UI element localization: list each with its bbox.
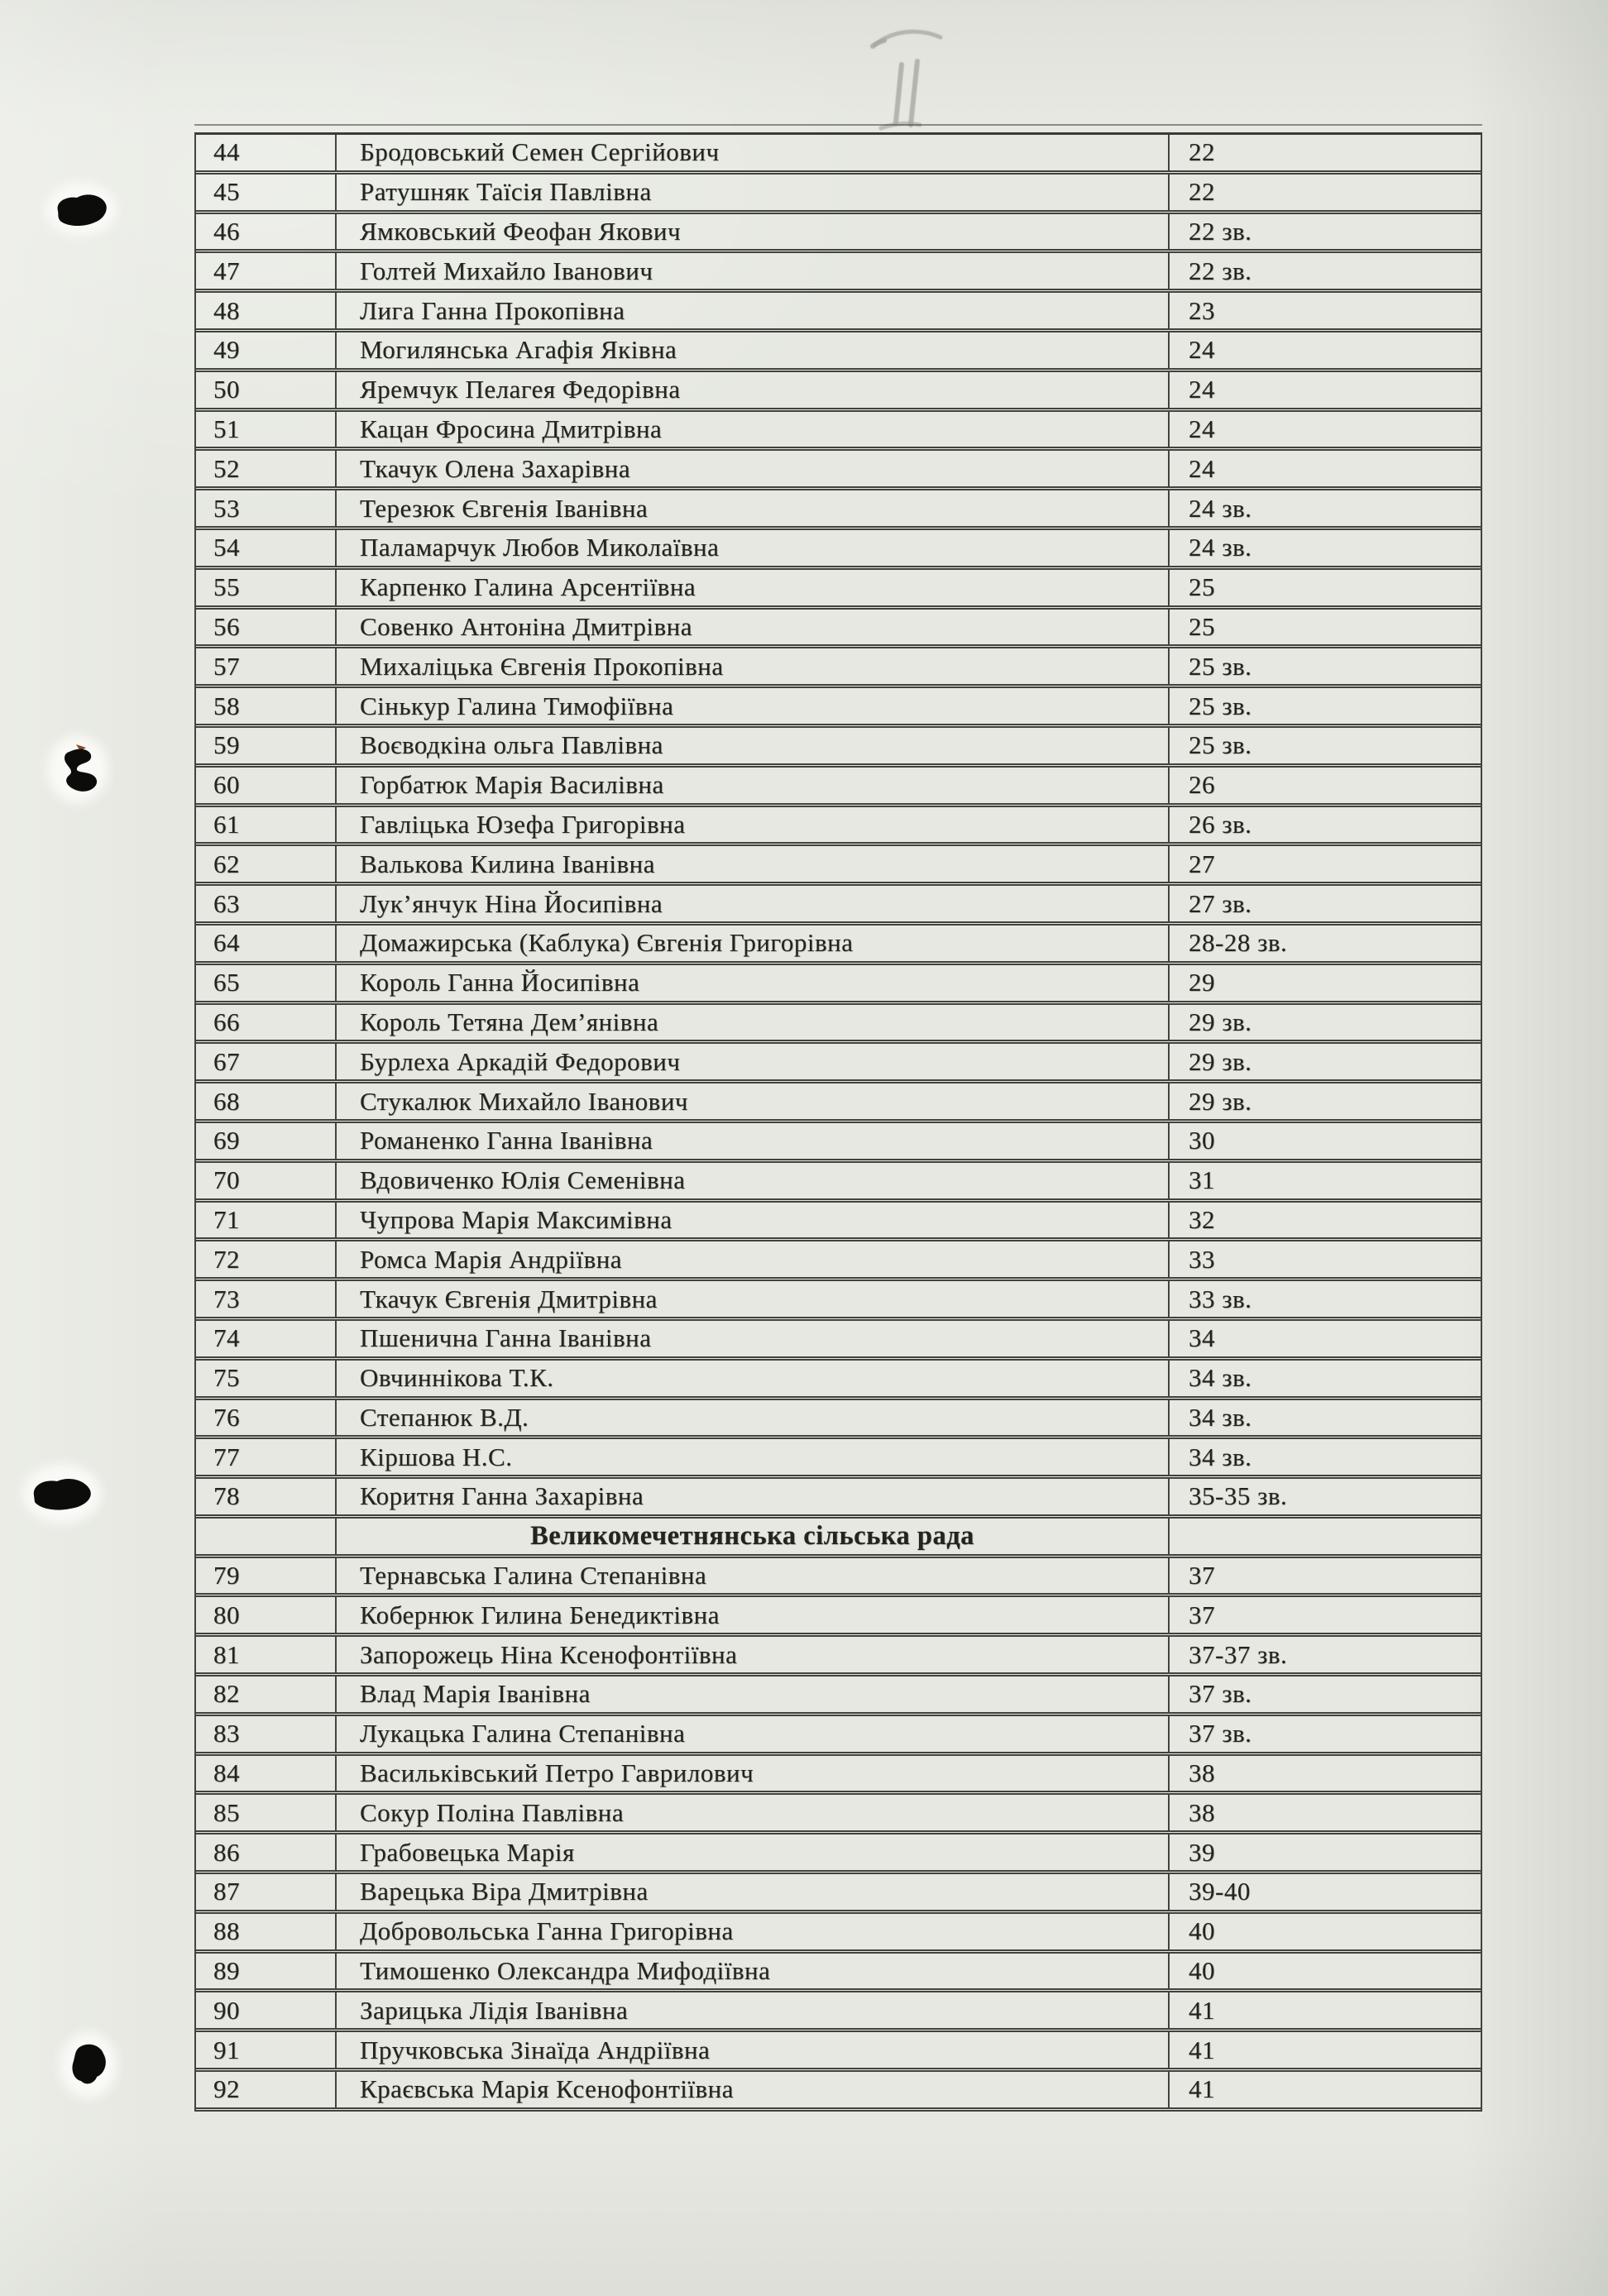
person-name-cell: Пручковська Зінаїда Андріївна bbox=[335, 2032, 1170, 2068]
table-row bbox=[196, 1914, 1481, 1954]
row-number-cell: 92 bbox=[213, 2074, 240, 2104]
person-name-cell: Паламарчук Любов Миколаївна bbox=[335, 530, 1170, 566]
table-row bbox=[196, 1005, 1481, 1045]
person-name-cell: Бурлеха Аркадій Федорович bbox=[335, 1044, 1170, 1079]
row-number-cell: 80 bbox=[213, 1600, 240, 1629]
sheet-number-cell: 39 bbox=[1189, 1837, 1215, 1867]
row-number-cell: 90 bbox=[213, 1995, 240, 2025]
table-row bbox=[196, 1163, 1481, 1203]
sheet-number-cell: 25 bbox=[1189, 572, 1215, 602]
sheet-number-cell: 23 bbox=[1189, 295, 1215, 325]
table-row bbox=[196, 728, 1481, 768]
table-row bbox=[196, 807, 1481, 847]
scan-ghost-line bbox=[194, 124, 1482, 126]
table-row bbox=[196, 1795, 1481, 1834]
sheet-number-cell: 41 bbox=[1189, 2035, 1215, 2064]
sheet-number-cell: 27 зв. bbox=[1189, 888, 1252, 918]
row-number-cell: 87 bbox=[213, 1877, 240, 1906]
sheet-number-cell: 22 зв. bbox=[1189, 256, 1252, 285]
table-row bbox=[196, 1321, 1481, 1361]
person-name-cell: Сінькур Галина Тимофіївна bbox=[335, 688, 1170, 724]
row-number-cell: 85 bbox=[213, 1797, 240, 1827]
row-number-cell: 81 bbox=[213, 1639, 240, 1669]
person-name-cell: Король Ганна Йосипівна bbox=[335, 965, 1170, 1001]
person-name-cell: Кіршова Н.С. bbox=[335, 1439, 1170, 1475]
person-name-cell: Горбатюк Марія Василівна bbox=[335, 768, 1170, 803]
table-row bbox=[196, 926, 1481, 965]
table-row bbox=[196, 1954, 1481, 1993]
sheet-number-cell: 33 bbox=[1189, 1244, 1215, 1274]
person-name-cell: Яремчук Пелагея Федорівна bbox=[335, 372, 1170, 408]
table-row bbox=[196, 1203, 1481, 1242]
table-row bbox=[196, 846, 1481, 886]
sheet-number-cell: 29 зв. bbox=[1189, 1007, 1252, 1036]
row-number-cell: 64 bbox=[213, 928, 240, 958]
row-number-cell: 77 bbox=[213, 1442, 240, 1471]
sheet-number-cell: 34 зв. bbox=[1189, 1363, 1252, 1393]
handwritten-page-number bbox=[859, 12, 958, 132]
person-name-cell: Грабовецька Марія bbox=[335, 1834, 1170, 1870]
person-name-cell: Тернавська Галина Степанівна bbox=[335, 1558, 1170, 1594]
person-name-cell: Кацан Фросина Дмитрівна bbox=[335, 412, 1170, 447]
person-name-cell: Запорожець Ніна Ксенофонтіївна bbox=[335, 1637, 1170, 1672]
sheet-number-cell: 41 bbox=[1189, 1995, 1215, 2025]
sheet-number-cell: 24 зв. bbox=[1189, 493, 1252, 523]
sheet-number-cell: 33 зв. bbox=[1189, 1284, 1252, 1313]
table-row bbox=[196, 1361, 1481, 1400]
sheet-number-cell: 29 bbox=[1189, 968, 1215, 997]
pencil-strokes-icon bbox=[859, 12, 958, 132]
person-name-cell: Могилянська Агафія Яківна bbox=[335, 332, 1170, 368]
table-row bbox=[196, 372, 1481, 412]
person-name-cell: Великомечетнянська сільська рада bbox=[335, 1519, 1170, 1554]
table-row bbox=[196, 1597, 1481, 1637]
person-name-cell: Ямковський Феофан Якович bbox=[335, 214, 1170, 250]
sheet-number-cell: 37 зв. bbox=[1189, 1719, 1252, 1748]
sheet-number-cell: 22 bbox=[1189, 177, 1215, 207]
table-row bbox=[196, 530, 1481, 570]
sheet-number-cell: 22 bbox=[1189, 137, 1215, 167]
sheet-number-cell: 39-40 bbox=[1189, 1877, 1251, 1906]
table-row bbox=[196, 1400, 1481, 1440]
table-row bbox=[196, 1992, 1481, 2032]
sheet-number-cell: 29 зв. bbox=[1189, 1086, 1252, 1116]
row-number-cell: 84 bbox=[213, 1758, 240, 1788]
row-number-cell: 68 bbox=[213, 1086, 240, 1116]
row-number-cell: 52 bbox=[213, 453, 240, 483]
person-name-cell: Добровольська Ганна Григорівна bbox=[335, 1914, 1170, 1949]
row-number-cell: 58 bbox=[213, 691, 240, 720]
sheet-number-cell: 34 зв. bbox=[1189, 1442, 1252, 1471]
sheet-number-cell: 37 зв. bbox=[1189, 1679, 1252, 1709]
person-name-cell: Романенко Ганна Іванівна bbox=[335, 1123, 1170, 1159]
row-number-cell: 66 bbox=[213, 1007, 240, 1036]
row-number-cell: 75 bbox=[213, 1363, 240, 1393]
sheet-number-cell: 41 bbox=[1189, 2074, 1215, 2104]
row-number-cell: 60 bbox=[213, 770, 240, 800]
person-name-cell: Лукацька Галина Степанівна bbox=[335, 1716, 1170, 1752]
person-name-cell: Овчиннікова Т.К. bbox=[335, 1361, 1170, 1396]
person-name-cell: Совенко Антоніна Дмитрівна bbox=[335, 610, 1170, 645]
row-number-cell: 67 bbox=[213, 1046, 240, 1076]
row-number-cell: 49 bbox=[213, 335, 240, 365]
person-name-cell: Кобернюк Гилина Бенедиктівна bbox=[335, 1597, 1170, 1633]
sheet-number-cell: 38 bbox=[1189, 1797, 1215, 1827]
row-number-cell: 44 bbox=[213, 137, 240, 167]
sheet-number-cell: 34 bbox=[1189, 1323, 1215, 1353]
sheet-number-cell: 28-28 зв. bbox=[1189, 928, 1288, 958]
person-name-cell: Варецька Віра Дмитрівна bbox=[335, 1874, 1170, 1910]
table-row bbox=[196, 1637, 1481, 1677]
row-number-cell: 71 bbox=[213, 1204, 240, 1234]
person-name-cell: Воєводкіна ольга Павлівна bbox=[335, 728, 1170, 763]
person-name-cell: Сокур Поліна Павлівна bbox=[335, 1795, 1170, 1830]
table-row bbox=[196, 451, 1481, 490]
registry-table bbox=[194, 132, 1482, 2112]
person-name-cell: Коритня Ганна Захарівна bbox=[335, 1479, 1170, 1514]
sheet-number-cell: 31 bbox=[1189, 1165, 1215, 1195]
table-row bbox=[196, 490, 1481, 530]
person-name-cell: Лук’янчук Ніна Йосипівна bbox=[335, 886, 1170, 921]
sheet-number-cell: 26 зв. bbox=[1189, 809, 1252, 839]
sheet-number-cell: 29 зв. bbox=[1189, 1046, 1252, 1076]
table-row bbox=[196, 1834, 1481, 1874]
row-number-cell: 74 bbox=[213, 1323, 240, 1353]
row-number-cell: 79 bbox=[213, 1561, 240, 1590]
sheet-number-cell: 26 bbox=[1189, 770, 1215, 800]
sheet-number-cell: 24 bbox=[1189, 453, 1215, 483]
person-name-cell: Карпенко Галина Арсентіївна bbox=[335, 570, 1170, 605]
sheet-number-cell: 37 bbox=[1189, 1600, 1215, 1629]
sheet-number-cell: 24 bbox=[1189, 375, 1215, 404]
row-number-cell: 65 bbox=[213, 968, 240, 997]
row-number-cell: 72 bbox=[213, 1244, 240, 1274]
table-row bbox=[196, 570, 1481, 610]
table-row bbox=[196, 1677, 1481, 1716]
table-row bbox=[196, 1044, 1481, 1083]
table-row bbox=[196, 1716, 1481, 1756]
row-number-cell: 83 bbox=[213, 1719, 240, 1748]
sheet-number-cell: 25 bbox=[1189, 611, 1215, 641]
person-name-cell: Вдовиченко Юлія Семенівна bbox=[335, 1163, 1170, 1198]
sheet-number-cell: 37-37 зв. bbox=[1189, 1639, 1288, 1669]
sheet-number-cell: 25 зв. bbox=[1189, 730, 1252, 760]
sheet-number-cell: 27 bbox=[1189, 849, 1215, 878]
person-name-cell: Терезюк Євгенія Іванівна bbox=[335, 490, 1170, 526]
person-name-cell: Король Тетяна Дем’янівна bbox=[335, 1005, 1170, 1040]
person-name-cell: Валькова Килина Іванівна bbox=[335, 846, 1170, 882]
table-row bbox=[196, 1123, 1481, 1163]
row-number-cell: 69 bbox=[213, 1126, 240, 1155]
table-row bbox=[196, 2072, 1481, 2112]
ink-blot-2 bbox=[55, 743, 101, 796]
row-number-cell: 78 bbox=[213, 1481, 240, 1511]
row-number-cell: 50 bbox=[213, 375, 240, 404]
person-name-cell: Бродовський Семен Сергійович bbox=[335, 135, 1170, 170]
row-number-cell: 54 bbox=[213, 533, 240, 562]
table-row bbox=[196, 135, 1481, 175]
row-number-cell: 53 bbox=[213, 493, 240, 523]
row-number-cell: 61 bbox=[213, 809, 240, 839]
sheet-number-cell: 34 зв. bbox=[1189, 1402, 1252, 1432]
sheet-number-cell: 40 bbox=[1189, 1916, 1215, 1946]
person-name-cell: Васильківський Петро Гаврилович bbox=[335, 1756, 1170, 1791]
table-row bbox=[196, 214, 1481, 254]
person-name-cell: Зарицька Лідія Іванівна bbox=[335, 1992, 1170, 2028]
sheet-number-cell: 24 зв. bbox=[1189, 533, 1252, 562]
ink-blot-4 bbox=[67, 2040, 110, 2091]
row-number-cell: 45 bbox=[213, 177, 240, 207]
table-row bbox=[196, 175, 1481, 214]
sheet-number-cell: 30 bbox=[1189, 1126, 1215, 1155]
person-name-cell: Ромса Марія Андріївна bbox=[335, 1241, 1170, 1277]
person-name-cell: Тимошенко Олександра Мифодіївна bbox=[335, 1954, 1170, 1989]
table-row bbox=[196, 886, 1481, 926]
row-number-cell: 73 bbox=[213, 1284, 240, 1313]
person-name-cell: Ткачук Євгенія Дмитрівна bbox=[335, 1281, 1170, 1317]
row-number-cell: 88 bbox=[213, 1916, 240, 1946]
sheet-number-cell: 37 bbox=[1189, 1561, 1215, 1590]
sheet-number-cell: 25 зв. bbox=[1189, 651, 1252, 681]
table-row bbox=[196, 1281, 1481, 1321]
person-name-cell: Гавліцька Юзефа Григорівна bbox=[335, 807, 1170, 843]
row-number-cell: 46 bbox=[213, 216, 240, 246]
sheet-number-cell: 25 зв. bbox=[1189, 691, 1252, 720]
sheet-number-cell: 24 bbox=[1189, 414, 1215, 443]
table-row bbox=[196, 1874, 1481, 1914]
table-row bbox=[196, 768, 1481, 807]
sheet-number-cell bbox=[1170, 1519, 1481, 1554]
row-number-cell: 62 bbox=[213, 849, 240, 878]
person-name-cell: Ткачук Олена Захарівна bbox=[335, 451, 1170, 486]
row-number-cell: 47 bbox=[213, 256, 240, 285]
table-row bbox=[196, 610, 1481, 649]
row-number-cell: 86 bbox=[213, 1837, 240, 1867]
row-number-cell: 63 bbox=[213, 888, 240, 918]
row-number-cell: 76 bbox=[213, 1402, 240, 1432]
person-name-cell: Чупрова Марія Максимівна bbox=[335, 1203, 1170, 1238]
sheet-number-cell: 40 bbox=[1189, 1956, 1215, 1986]
table-row bbox=[196, 648, 1481, 688]
row-number-cell: 91 bbox=[213, 2035, 240, 2064]
person-name-cell: Лига Ганна Прокопівна bbox=[335, 293, 1170, 328]
table-row bbox=[196, 293, 1481, 332]
table-row bbox=[196, 965, 1481, 1005]
person-name-cell: Ратушняк Таїсія Павлівна bbox=[335, 175, 1170, 210]
row-number-cell: 56 bbox=[213, 611, 240, 641]
person-name-cell: Степанюк В.Д. bbox=[335, 1400, 1170, 1436]
row-number-cell: 89 bbox=[213, 1956, 240, 1986]
table-row bbox=[196, 1479, 1481, 1519]
sheet-number-cell: 24 bbox=[1189, 335, 1215, 365]
person-name-cell: Влад Марія Іванівна bbox=[335, 1677, 1170, 1712]
row-number-cell: 51 bbox=[213, 414, 240, 443]
ink-blot-3 bbox=[30, 1471, 94, 1516]
person-name-cell: Михаліцька Євгенія Прокопівна bbox=[335, 648, 1170, 684]
table-row bbox=[196, 1756, 1481, 1796]
row-number-cell: 48 bbox=[213, 295, 240, 325]
table-row bbox=[196, 332, 1481, 372]
row-number-cell: 55 bbox=[213, 572, 240, 602]
table-row bbox=[196, 1558, 1481, 1598]
row-number-cell bbox=[196, 1519, 335, 1554]
row-number-cell: 59 bbox=[213, 730, 240, 760]
person-name-cell: Домажирська (Каблука) Євгенія Григорівна bbox=[335, 926, 1170, 961]
person-name-cell: Пшенична Ганна Іванівна bbox=[335, 1321, 1170, 1356]
table-row bbox=[196, 253, 1481, 293]
sheet-number-cell: 35-35 зв. bbox=[1189, 1481, 1288, 1511]
row-number-cell: 57 bbox=[213, 651, 240, 681]
ink-blot-1 bbox=[53, 190, 109, 228]
sheet-number-cell: 32 bbox=[1189, 1204, 1215, 1234]
person-name-cell: Голтей Михайло Іванович bbox=[335, 253, 1170, 289]
row-number-cell: 70 bbox=[213, 1165, 240, 1195]
person-name-cell: Стукалюк Михайло Іванович bbox=[335, 1083, 1170, 1119]
sheet-number-cell: 22 зв. bbox=[1189, 216, 1252, 246]
table-row bbox=[196, 412, 1481, 452]
table-row bbox=[196, 1439, 1481, 1479]
person-name-cell: Краєвська Марія Ксенофонтіївна bbox=[335, 2072, 1170, 2107]
row-number-cell: 82 bbox=[213, 1679, 240, 1709]
table-row bbox=[196, 688, 1481, 728]
sheet-number-cell: 38 bbox=[1189, 1758, 1215, 1788]
table-row bbox=[196, 1519, 1481, 1558]
table-row bbox=[196, 1241, 1481, 1281]
table-row bbox=[196, 1083, 1481, 1123]
table-row bbox=[196, 2032, 1481, 2072]
